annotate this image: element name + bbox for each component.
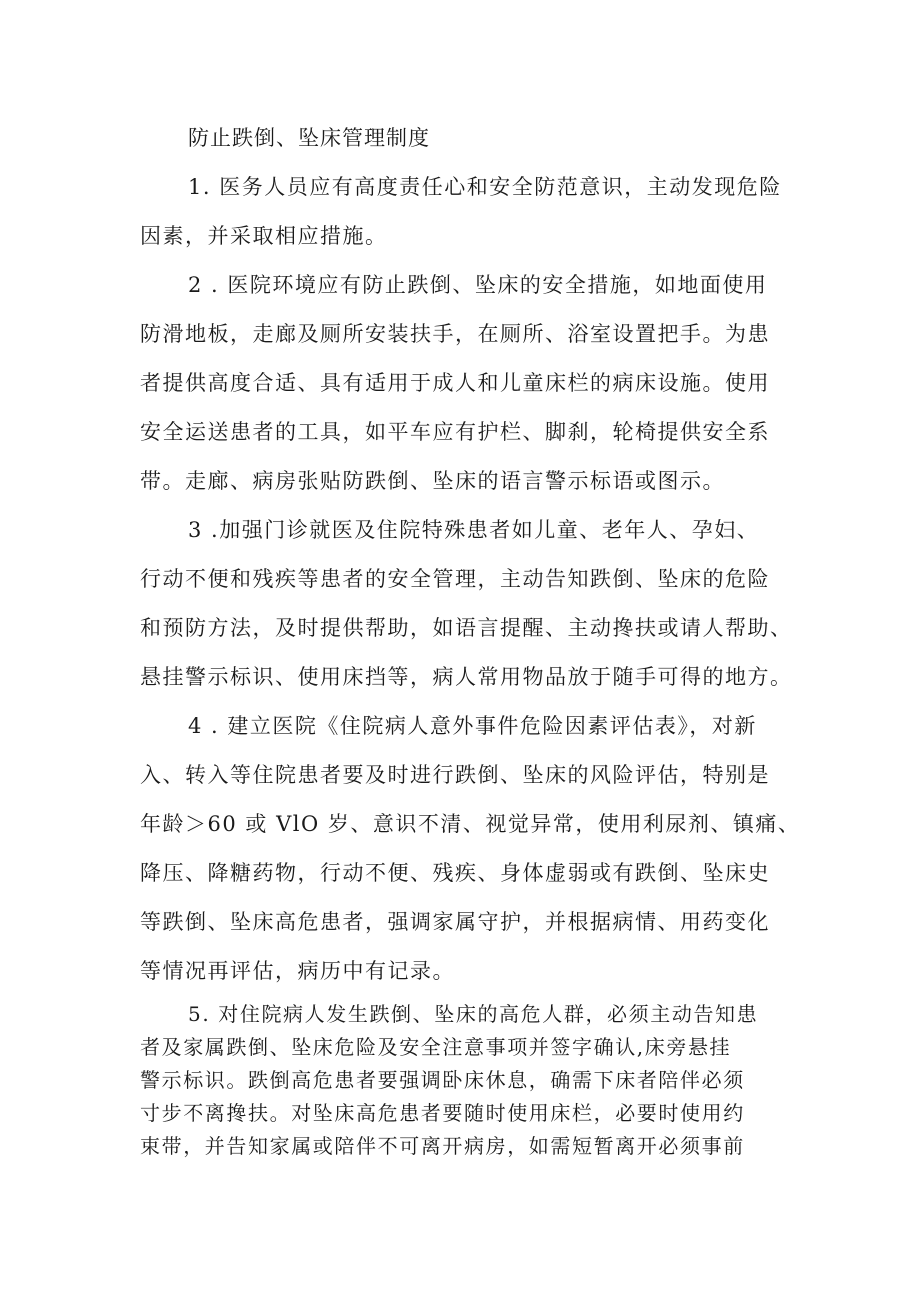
paragraph-2 [140, 261, 795, 506]
paragraph-line: 警示标识。跌倒高危患者要强调卧床休息，确需下床者陪伴必须 [140, 1068, 745, 1092]
paragraph-line: 入、转入等住院患者要及时进行跌倒、坠床的风险评估，特别是 [140, 763, 770, 787]
paragraph-line: 年龄＞60 或 VlO 岁、意识不清、视觉异常，使用利尿剂、镇痛、 [140, 812, 801, 836]
paragraph-line: 降压、降糖药物，行动不便、残疾、身体虚弱或有跌倒、坠床史 [140, 861, 770, 885]
paragraph-line: 1. 医务人员应有高度责任心和安全防范意识，主动发现危险 [188, 175, 782, 199]
paragraph-5 [140, 998, 795, 1163]
paragraph-line: 2 . 医院环境应有防止跌倒、坠床的安全措施，如地面使用 [188, 273, 768, 297]
paragraph-line: 者及家属跌倒、坠床危险及安全注意事项并签字确认,床旁悬挂 [140, 1035, 732, 1059]
paragraph-line: 等跌倒、坠床高危患者，强调家属守护，并根据病情、用药变化 [140, 910, 770, 934]
paragraph-4 [140, 702, 801, 996]
paragraph-line: 寸步不离搀扶。对坠床高危患者要随时使用床栏，必要时使用约 [140, 1101, 745, 1125]
paragraph-1 [140, 163, 795, 261]
paragraph-line: 等情况再评估，病历中有记录。 [140, 959, 455, 983]
paragraph-line: 悬挂警示标识、使用床挡等，病人常用物品放于随手可得的地方。 [140, 665, 793, 689]
paragraph-line: 安全运送患者的工具，如平车应有护栏、脚刹，轮椅提供安全系 [140, 420, 770, 444]
paragraph-line: 行动不便和残疾等患者的安全管理，主动告知跌倒、坠床的危险 [140, 567, 770, 591]
paragraph-line: 5. 对住院病人发生跌倒、坠床的高危人群，必须主动告知患 [188, 1002, 759, 1026]
paragraph-line: 和预防方法，及时提供帮助，如语言提醒、主动搀扶或请人帮助、 [140, 616, 793, 640]
paragraph-line: 带。走廊、病房张贴防跌倒、坠床的语言警示标语或图示。 [140, 469, 725, 493]
paragraph-line: 4 . 建立医院《住院病人意外事件危险因素评估表》，对新 [188, 714, 757, 738]
document-title: 防止跌倒、坠床管理制度 [188, 126, 430, 150]
paragraph-line: 防滑地板，走廊及厕所安装扶手，在厕所、浴室设置把手。为患 [140, 322, 770, 346]
paragraph-line: 因素，并采取相应措施。 [140, 224, 388, 248]
paragraph-line: 3 .加强门诊就医及住院特殊患者如儿童、老年人、孕妇、 [188, 518, 760, 542]
paragraph-line: 者提供高度合适、具有适用于成人和儿童床栏的病床设施。使用 [140, 371, 770, 395]
paragraph-3 [140, 506, 795, 702]
paragraph-line: 束带，并告知家属或陪伴不可离开病房，如需短暂离开必须事前 [140, 1134, 745, 1158]
